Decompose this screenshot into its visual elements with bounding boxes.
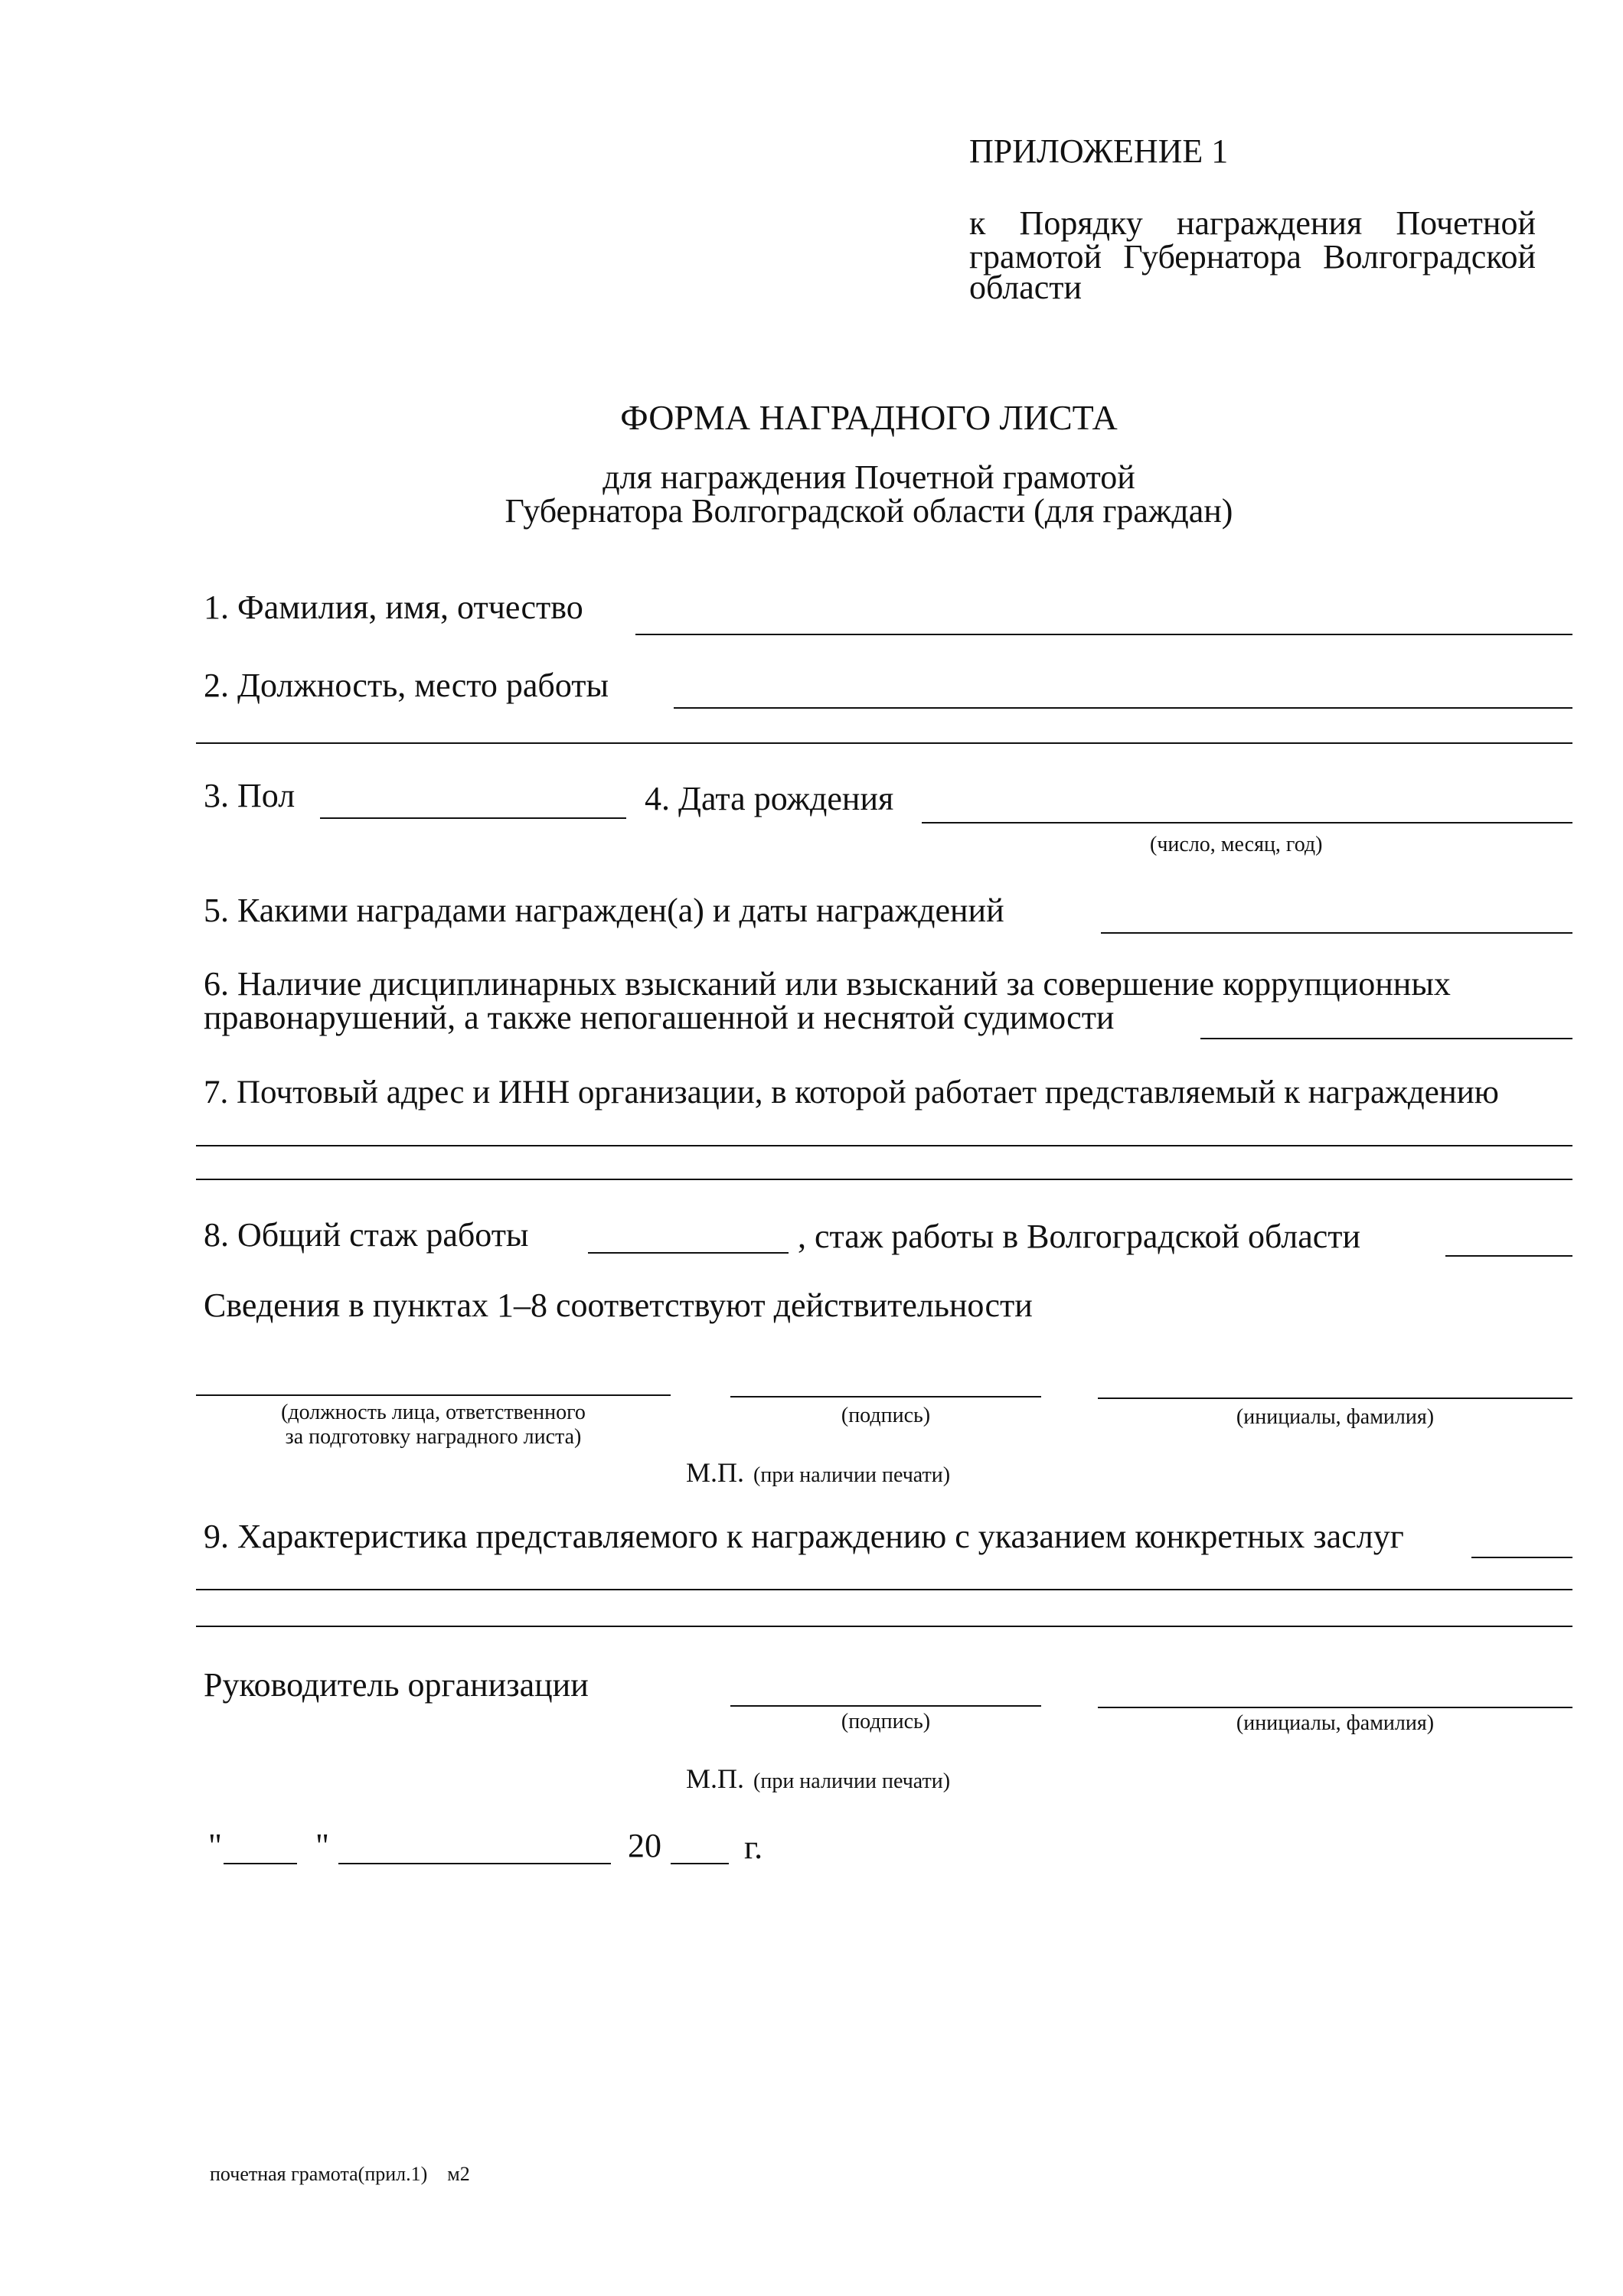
date-day-line[interactable]: [224, 1863, 297, 1864]
field-1-line[interactable]: [635, 634, 1572, 635]
head-name-hint: (инициалы, фамилия): [1236, 1711, 1435, 1735]
date-month-line[interactable]: [338, 1863, 611, 1864]
head-signature-line[interactable]: [730, 1705, 1041, 1707]
field-3-line[interactable]: [320, 817, 626, 819]
responsible-name-line[interactable]: [1098, 1397, 1572, 1399]
head-signature-hint: (подпись): [841, 1710, 931, 1733]
footer-file-label: почетная грамота(прил.1) м2: [210, 2163, 470, 2185]
field-8-label: 8. Общий стаж работы: [204, 1216, 529, 1254]
field-4-hint: (число, месяц, год): [1150, 833, 1323, 856]
date-year-line[interactable]: [671, 1863, 729, 1864]
field-1-label: 1. Фамилия, имя, отчество: [204, 589, 583, 626]
form-subtitle-1: для награждения Почетной грамотой: [603, 458, 1135, 496]
responsible-position-line[interactable]: [196, 1394, 671, 1396]
field-9-line-1[interactable]: [196, 1589, 1572, 1590]
field-2-line-2[interactable]: [196, 742, 1572, 744]
field-4-label: 4. Дата рождения: [645, 780, 894, 817]
stamp-label-1: М.П.: [686, 1457, 745, 1488]
field-2-label: 2. Должность, место работы: [204, 667, 609, 704]
field-9-line-2[interactable]: [196, 1626, 1572, 1627]
field-8-regional-label: , стаж работы в Волгоградской области: [798, 1218, 1361, 1255]
field-2-line-1[interactable]: [674, 707, 1572, 709]
field-7-line-2[interactable]: [196, 1179, 1572, 1180]
stamp-label-2: М.П.: [686, 1763, 745, 1794]
field-5-line[interactable]: [1101, 932, 1572, 934]
field-8-total-line[interactable]: [588, 1252, 789, 1254]
responsible-position-hint-1: (должность лица, ответственного: [281, 1401, 586, 1424]
head-of-organization-label: Руководитель организации: [204, 1666, 589, 1704]
date-year-suffix: г.: [744, 1828, 763, 1866]
appendix-line-1: к Порядку награждения Почетной: [969, 204, 1536, 242]
field-3-label: 3. Пол: [204, 777, 296, 814]
responsible-name-hint: (инициалы, фамилия): [1236, 1405, 1435, 1429]
appendix-title: ПРИЛОЖЕНИЕ 1: [969, 132, 1229, 170]
field-5-label: 5. Какими наградами награжден(а) и даты награждений: [204, 892, 1004, 929]
field-8-regional-line[interactable]: [1445, 1255, 1572, 1257]
field-4-line[interactable]: [922, 822, 1572, 823]
stamp-hint-1: (при наличии печати): [753, 1463, 951, 1487]
field-6-line[interactable]: [1200, 1038, 1572, 1039]
field-6-label-line-1: 6. Наличие дисциплинарных взысканий или взысканий за совершение коррупционных: [204, 965, 1451, 1003]
date-open-quote: ": [208, 1827, 222, 1864]
appendix-line-3: области: [969, 269, 1083, 306]
field-7-line-1[interactable]: [196, 1145, 1572, 1146]
head-name-line[interactable]: [1098, 1707, 1572, 1708]
stamp-area-1: [686, 1456, 950, 1489]
field-9-label: 9. Характеристика представляемого к награждению с указанием конкретных заслуг: [204, 1518, 1404, 1555]
form-subtitle-2: Губернатора Волгоградской области (для граждан): [505, 492, 1233, 530]
date-year-prefix: 20: [628, 1827, 661, 1864]
confirmation-text: Сведения в пунктах 1–8 соответствуют действительности: [204, 1287, 1033, 1324]
field-6-label-line-2: правонарушений, а также непогашенной и неснятой судимости: [204, 999, 1115, 1036]
date-close-quote: ": [315, 1827, 329, 1864]
form-title: ФОРМА НАГРАДНОГО ЛИСТА: [620, 398, 1118, 437]
responsible-signature-line[interactable]: [730, 1396, 1041, 1397]
responsible-position-hint-2: за подготовку наградного листа): [285, 1425, 582, 1449]
stamp-hint-2: (при наличии печати): [753, 1769, 951, 1793]
appendix-line-2: грамотой Губернатора Волгоградской: [969, 238, 1536, 276]
stamp-area-2: [686, 1762, 950, 1795]
field-7-label: 7. Почтовый адрес и ИНН организации, в которой работает представляемый к награждению: [204, 1075, 1499, 1110]
responsible-signature-hint: (подпись): [841, 1404, 931, 1427]
field-9-line-0[interactable]: [1471, 1557, 1572, 1558]
